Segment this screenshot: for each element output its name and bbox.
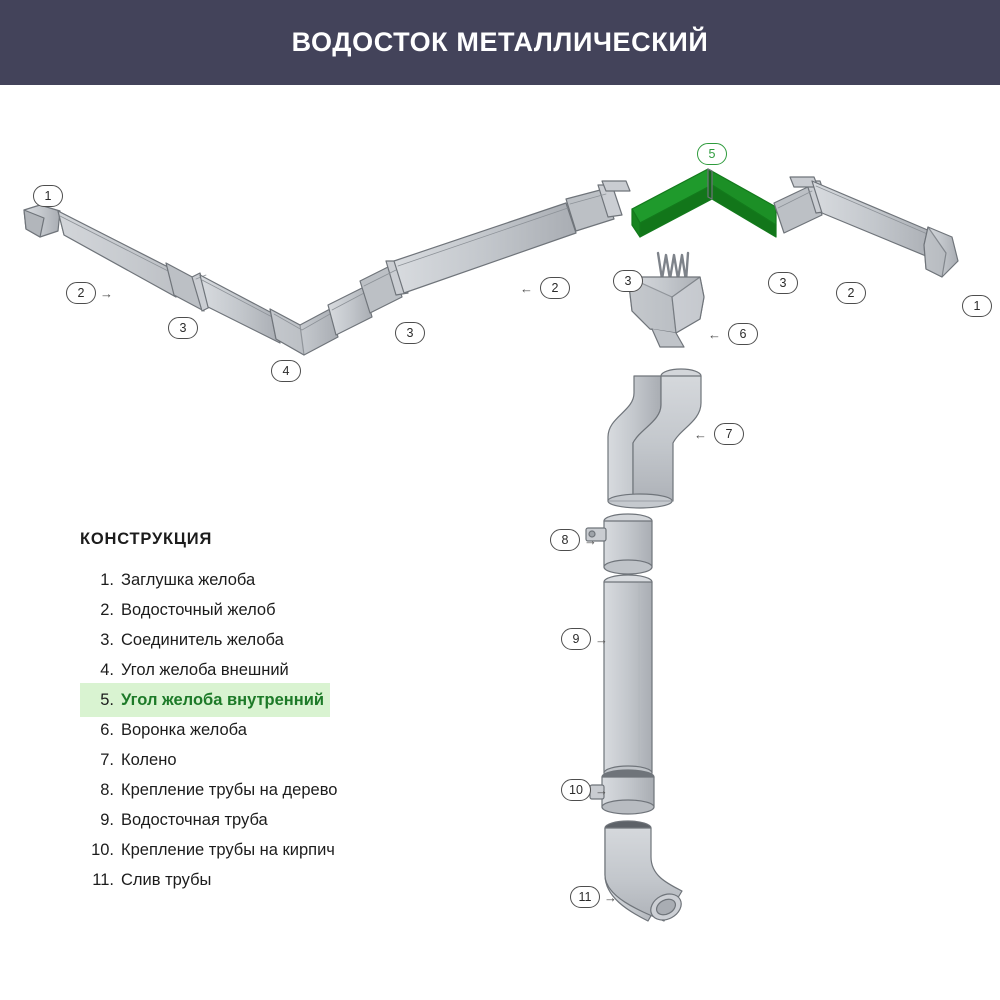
callout-3-d: 3: [768, 272, 798, 294]
legend-item: [80, 715, 480, 745]
legend-item: [80, 565, 480, 595]
legend-item-label: Заглушка желоба: [121, 571, 256, 589]
callout-arrow-right-icon: →: [584, 533, 597, 548]
callout-3-b: 3: [395, 322, 425, 344]
legend-item-label: Угол желоба внешний: [121, 661, 289, 679]
legend-item: [80, 835, 480, 865]
callout-6: 6: [728, 323, 758, 345]
part-inner-corner-highlighted: [632, 169, 776, 237]
page-title: ВОДОСТОК МЕТАЛЛИЧЕСКИЙ: [291, 27, 709, 57]
page-header: [0, 0, 1000, 85]
callout-arrow-right-icon: →: [595, 632, 608, 647]
legend-item-number: 8.: [100, 781, 114, 799]
callout-1-left: 1: [33, 185, 63, 207]
legend-item-number: 6.: [100, 721, 114, 739]
callout-5: 5: [697, 143, 727, 165]
legend-item-number: 7.: [100, 751, 114, 769]
legend-item: [80, 625, 480, 655]
legend-item-number: 2.: [100, 601, 114, 619]
legend-item-label: Воронка желоба: [121, 721, 247, 739]
legend-item-label: Крепление трубы на дерево: [121, 781, 338, 799]
legend-item-label: Водосточный желоб: [121, 601, 276, 619]
legend-item-number: 5.: [80, 683, 121, 717]
legend-item-label: Угол желоба внутренний: [115, 683, 330, 717]
callout-7: 7: [714, 423, 744, 445]
legend-item: [80, 775, 480, 805]
legend-item-number: 3.: [100, 631, 114, 649]
legend-item-label: Водосточная труба: [121, 811, 268, 829]
legend-item-number: 9.: [100, 811, 114, 829]
legend-item: [80, 685, 480, 715]
part-downpipe: [604, 575, 652, 780]
legend-item: [80, 745, 480, 775]
legend-panel: [80, 530, 480, 895]
legend-list: [80, 565, 480, 895]
part-outer-corner: [270, 309, 338, 355]
callout-2-right: 2: [836, 282, 866, 304]
callout-2-left: 2: [66, 282, 96, 304]
legend-item-number: 11.: [92, 871, 114, 889]
legend-item: [80, 865, 480, 895]
part-gutter-right: [812, 181, 938, 261]
legend-item: [80, 655, 480, 685]
part-end-cap-left: [24, 205, 60, 237]
legend-item-label: Колено: [121, 751, 177, 769]
legend-item-number: 4.: [100, 661, 114, 679]
callout-9: 9: [561, 628, 591, 650]
legend-item-label: Слив трубы: [121, 871, 212, 889]
part-end-cap-right: [924, 227, 958, 277]
part-gutter-left-lower: [200, 275, 280, 343]
callout-arrow-left-icon: ←: [708, 327, 721, 342]
part-connector-before-corner: [566, 181, 630, 231]
legend-item: [80, 595, 480, 625]
callout-arrow-right-icon: →: [100, 286, 113, 301]
callout-11: 11: [570, 886, 600, 908]
callout-2-mid: 2: [540, 277, 570, 299]
callout-10: 10: [561, 779, 591, 801]
callout-arrow-right-icon: →: [604, 890, 617, 905]
callout-3-a: 3: [168, 317, 198, 339]
callout-3-c: 3: [613, 270, 643, 292]
callout-4: 4: [271, 360, 301, 382]
legend-item-number: 10.: [91, 841, 114, 859]
part-elbow: [608, 369, 701, 508]
callout-arrow-left-icon: ←: [520, 281, 533, 296]
callout-arrow-right-icon: →: [595, 783, 608, 798]
legend-item-label: Крепление трубы на кирпич: [121, 841, 335, 859]
legend-title: КОНСТРУКЦИЯ: [80, 530, 213, 548]
part-funnel: [628, 253, 704, 347]
legend-item-label: Соединитель желоба: [121, 631, 284, 649]
legend-item: [80, 805, 480, 835]
part-drain-outlet: [605, 821, 686, 925]
callout-8: 8: [550, 529, 580, 551]
callout-arrow-left-icon: ←: [694, 427, 707, 442]
callout-1-right: 1: [962, 295, 992, 317]
legend-item-number: 1.: [100, 571, 114, 589]
